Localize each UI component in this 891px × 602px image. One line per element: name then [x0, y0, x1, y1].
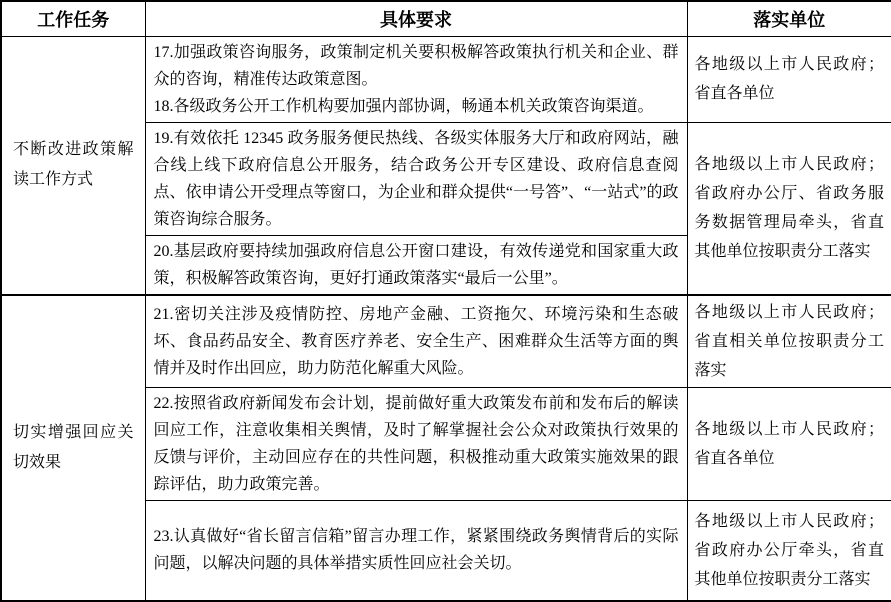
requirement-cell [145, 500, 687, 601]
requirement-item-21: 21.密切关注涉及疫情防控、房地产金融、工资拖欠、环境污染和生态破坏、食品药品安全、教育医疗养老、安全生产、困难群众生活等方面的舆情并及时作出回应，助力防范化解重大风险。 [153, 305, 679, 377]
unit-cell-merged: 各地级以上市人民政府；省政府办公厅、省政务服务数据管理局牵头，省直其他单位按职责分工落实 [687, 122, 891, 295]
header-requirements: 具体要求 [145, 1, 687, 36]
task-cell-response-effect: 切实增强回应关切效果 [1, 295, 145, 602]
requirement-cell [145, 122, 687, 235]
table-row [1, 295, 891, 388]
header-implementing-unit: 落实单位 [687, 1, 891, 36]
unit-cell: 各地级以上市人民政府；省直各单位 [687, 36, 891, 122]
requirement-item-23: 23.认真做好“省长留言信箱”留言办理工作，紧紧围绕政务舆情背后的实际问题，以解决问题的具体举措实质性回应社会关切。 [153, 528, 679, 573]
table-row [1, 36, 891, 122]
header-work-task: 工作任务 [1, 1, 145, 36]
unit-cell: 各地级以上市人民政府；省直相关单位按职责分工落实 [687, 295, 891, 388]
requirement-cell [145, 36, 687, 122]
requirement-cell [145, 295, 687, 388]
requirement-cell [145, 235, 687, 295]
table-header-row [1, 1, 891, 36]
task-cell-policy-interpretation: 不断改进政策解读工作方式 [1, 36, 145, 295]
unit-cell: 各地级以上市人民政府；省政府办公厅牵头，省直其他单位按职责分工落实 [687, 500, 891, 601]
requirement-item-18: 18.各级政务公开工作机构要加强内部协调，畅通本机关政策咨询渠道。 [153, 97, 654, 115]
requirement-item-20: 20.基层政府要持续加强政府信息公开窗口建设，有效传递党和国家重大政策，积极解答政策咨询，更好打通政策落实“最后一公里”。 [153, 242, 679, 287]
requirement-cell [145, 387, 687, 500]
unit-cell: 各地级以上市人民政府；省直各单位 [687, 387, 891, 500]
requirement-item-17: 17.加强政策咨询服务，政策制定机关要积极解答政策执行机关和企业、群众的咨询，精准传达政策意图。 [153, 43, 679, 88]
requirement-item-22: 22.按照省政府新闻发布会计划，提前做好重大政策发布前和发布后的解读回应工作，注意收集相关舆情，及时了解掌握社会公众对政策执行效果的反馈与评价，主动回应存在的共性问题，积极推动重大政策实施效果的跟踪评估，助力政策完善。 [153, 394, 679, 493]
requirement-item-19: 19.有效依托 12345 政务服务便民热线、各级实体服务大厅和政府网站，融合线上线下政府信息公开服务，结合政务公开专区建设、政府信息查阅点、依申请公开受理点等窗口，为企业和群众提供“一号答”、“一站式”的政策咨询综合服务。 [153, 129, 679, 228]
